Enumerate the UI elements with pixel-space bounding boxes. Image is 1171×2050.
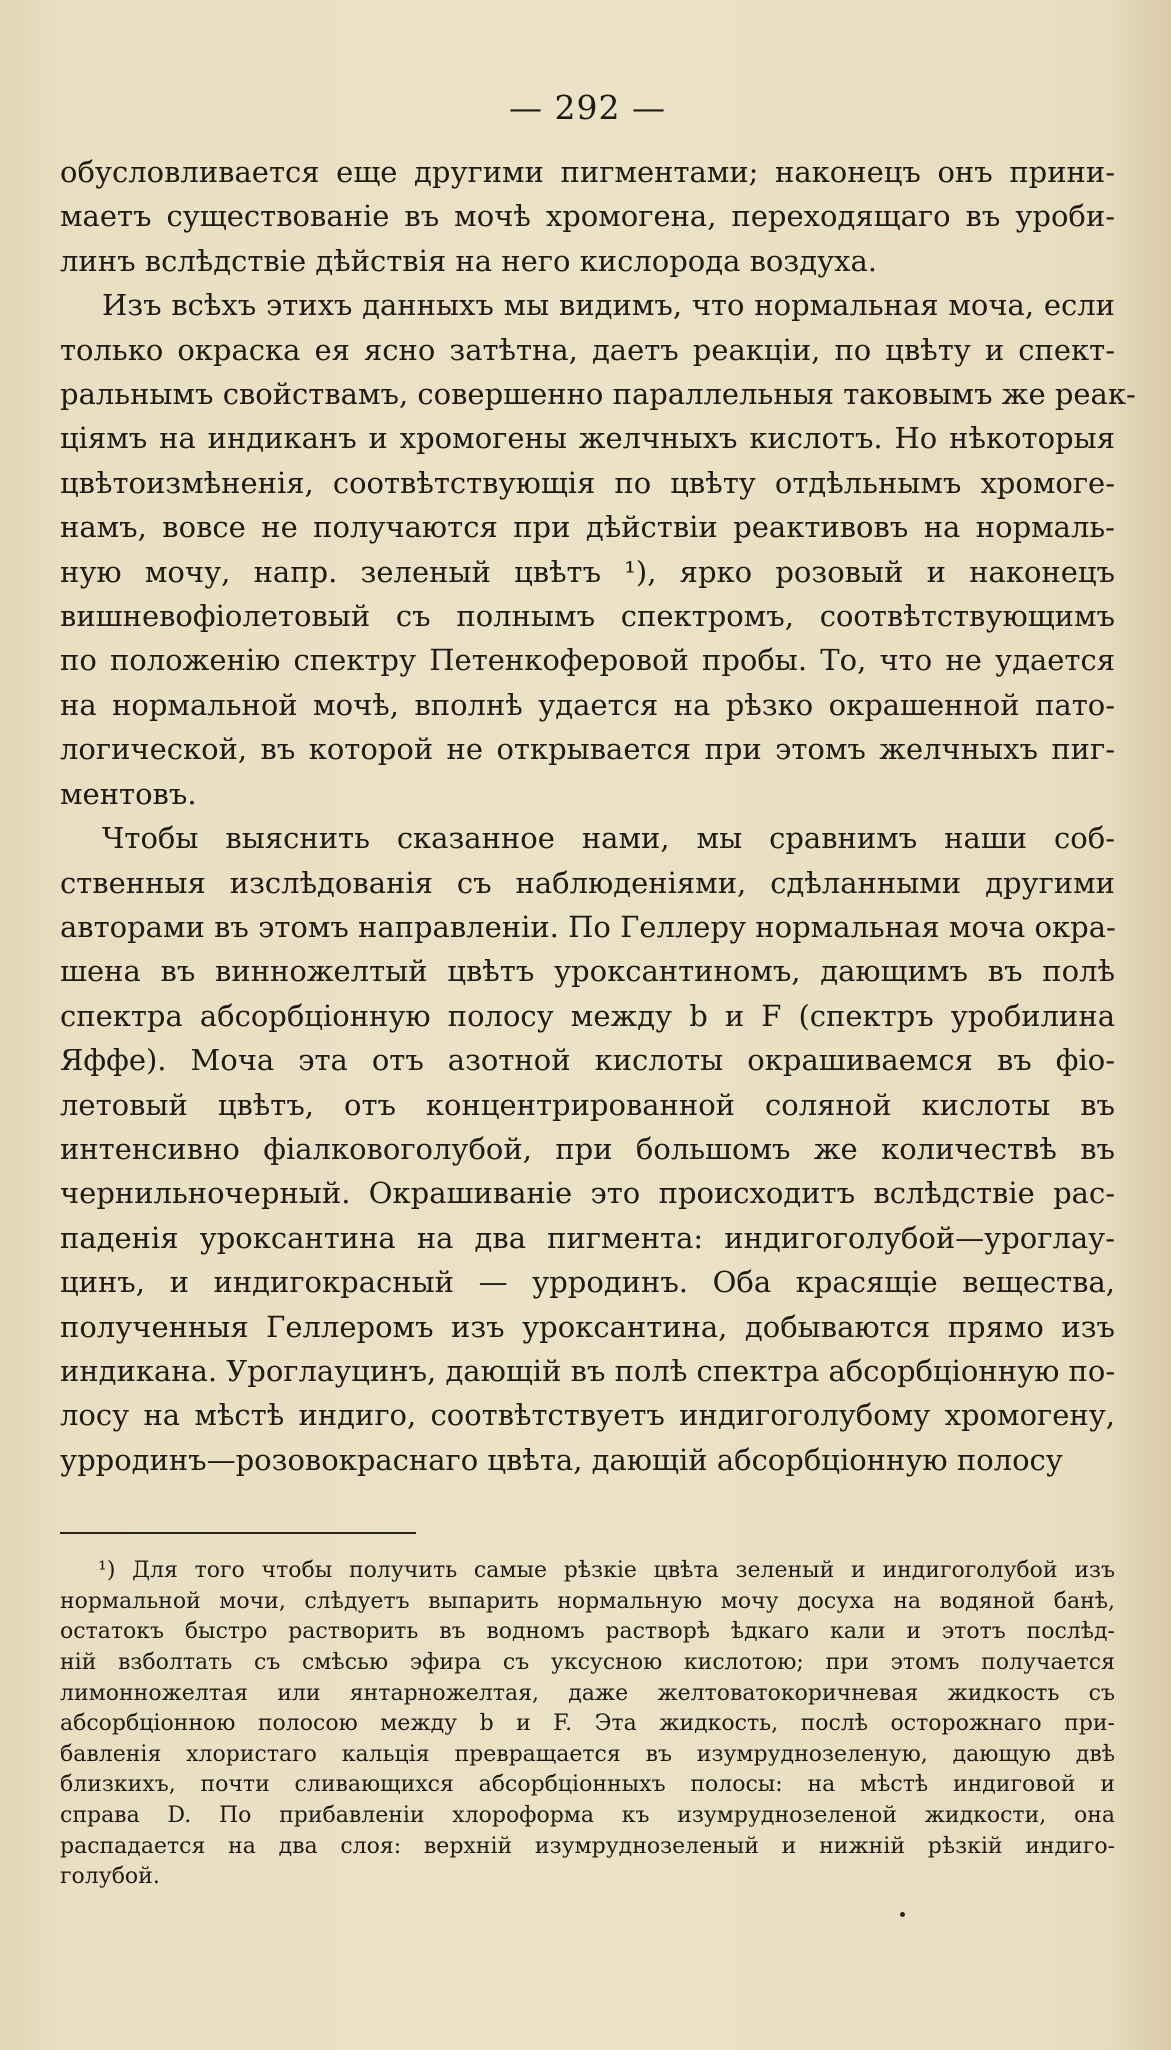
footnote-line: бавленія хлористаго кальція превращается въ изумруднозеленую, дающую двѣ bbox=[60, 1741, 1115, 1767]
text-line: чернильночерный. Окрашиваніе это происходитъ вслѣдствіе рас- bbox=[60, 1176, 1115, 1211]
footnote-line: близкихъ, почти сливающихся абсорбціонныхъ полосы: на мѣстѣ индиговой и bbox=[60, 1772, 1115, 1798]
text-line: на нормальной мочѣ, вполнѣ удается на рѣзко окрашенной пато- bbox=[60, 687, 1115, 722]
text-line: обусловливается еще другими пигментами; наконецъ онъ прини- bbox=[60, 155, 1115, 189]
text-line: цвѣтоизмѣненія, соотвѣтствующія по цвѣту отдѣльнымъ хромоге- bbox=[60, 465, 1115, 500]
text-line: паденія уроксантина на два пигмента: индигоголубой—уроглау- bbox=[60, 1220, 1115, 1255]
text-line: шена въ винножелтый цвѣтъ уроксантиномъ, дающимъ въ полѣ bbox=[60, 954, 1115, 989]
text-line: ственныя изслѣдованія съ наблюденіями, сдѣланными другими bbox=[60, 865, 1115, 900]
ink-dot bbox=[900, 1912, 905, 1917]
footnote-line: лимонножелтая или янтарножелтая, даже желтоватокоричневая жидкость съ bbox=[60, 1680, 1115, 1706]
footnote bbox=[60, 1556, 1115, 1893]
text-line: индикана. Уроглауцинъ, дающій въ полѣ спектра абсорбціонную по- bbox=[60, 1353, 1116, 1388]
text-line: логической, въ которой не открывается при этомъ желчныхъ пиг- bbox=[60, 732, 1115, 767]
text-line: вишневофіолетовый съ полнымъ спектромъ, соотвѣтствующимъ bbox=[60, 599, 1115, 634]
text-line: Яффе). Моча эта отъ азотной кислоты окрашиваемся въ фіо- bbox=[60, 1043, 1115, 1078]
text-line: цинъ, и индигокрасный — урродинъ. Оба красящіе вещества, bbox=[60, 1265, 1115, 1300]
footnote-line: ¹) Для того чтобы получить самые рѣзкіе цвѣта зеленый и индигоголубой изъ bbox=[98, 1558, 1115, 1584]
text-line: только окраска ея ясно затѣтна, даетъ реакціи, по цвѣту и спект- bbox=[60, 332, 1115, 367]
text-line: урродинъ—розовокраснаго цвѣта, дающій абсорбціонную полосу bbox=[60, 1442, 1063, 1477]
paragraph bbox=[60, 150, 1115, 283]
footnote-line: голубой. bbox=[60, 1864, 160, 1890]
text-line: Чтобы выяснить сказанное нами, мы сравнимъ наши соб- bbox=[102, 821, 1115, 856]
body-text bbox=[60, 150, 1136, 1482]
paragraph bbox=[60, 816, 1115, 1482]
text-line: линъ вслѣдствіе дѣйствія на него кислорода воздуха. bbox=[60, 243, 877, 278]
text-line: интенсивно фіалковоголубой, при большомъ же количествѣ въ bbox=[60, 1131, 1115, 1166]
page-number: — 292 — bbox=[509, 88, 666, 127]
text-line: лосу на мѣстѣ индиго, соотвѣтствуетъ индигоголубому хромогену, bbox=[60, 1398, 1115, 1433]
text-line: Изъ всѣхъ этихъ данныхъ мы видимъ, что нормальная моча, если bbox=[102, 288, 1115, 323]
text-line: маетъ существованіе въ мочѣ хромогена, переходящаго въ уроби- bbox=[60, 199, 1115, 234]
text-line: спектра абсорбціонную полосу между b и F (спектръ уробилина bbox=[60, 998, 1115, 1033]
text-line: ментовъ. bbox=[60, 776, 197, 811]
footnote-line: остатокъ быстро растворить въ водномъ растворѣ ѣдкаго кали и этотъ послѣд- bbox=[60, 1619, 1115, 1645]
footnote-line: ній взболтать съ смѣсью эфира съ уксусною кислотою; при этомъ получается bbox=[60, 1649, 1115, 1675]
paragraph bbox=[60, 283, 1136, 816]
footnote-line: нормальной мочи, слѣдуетъ выпарить нормальную мочу досуха на водяной банѣ, bbox=[60, 1588, 1115, 1614]
text-line: полученныя Геллеромъ изъ уроксантина, добываются прямо изъ bbox=[60, 1309, 1115, 1344]
text-line: намъ, вовсе не получаются при дѣйствіи реактивовъ на нормаль- bbox=[60, 510, 1115, 545]
footnote-line: распадается на два слоя: верхній изумруднозеленый и нижній рѣзкій индиго- bbox=[60, 1833, 1115, 1859]
text-line: ціямъ на индиканъ и хромогены желчныхъ кислотъ. Но нѣкоторыя bbox=[60, 421, 1115, 456]
footnote-separator bbox=[60, 1532, 416, 1534]
text-line: по положенію спектру Петенкоферовой пробы. То, что не удается bbox=[60, 643, 1115, 678]
text-line: авторами въ этомъ направленіи. По Геллеру нормальная моча окра- bbox=[60, 909, 1116, 944]
footnote-line: абсорбціонною полосою между b и F. Эта жидкость, послѣ осторожнаго при- bbox=[60, 1711, 1115, 1737]
footnote-line: справа D. По прибавленіи хлороформа къ изумруднозеленой жидкости, она bbox=[60, 1802, 1115, 1828]
text-line: ную мочу, напр. зеленый цвѣтъ ¹), ярко розовый и наконецъ bbox=[60, 554, 1115, 589]
text-line: летовый цвѣтъ, отъ концентрированной соляной кислоты въ bbox=[60, 1087, 1115, 1122]
text-line: ральнымъ свойствамъ, совершенно параллельныя таковымъ же реак- bbox=[60, 377, 1136, 412]
